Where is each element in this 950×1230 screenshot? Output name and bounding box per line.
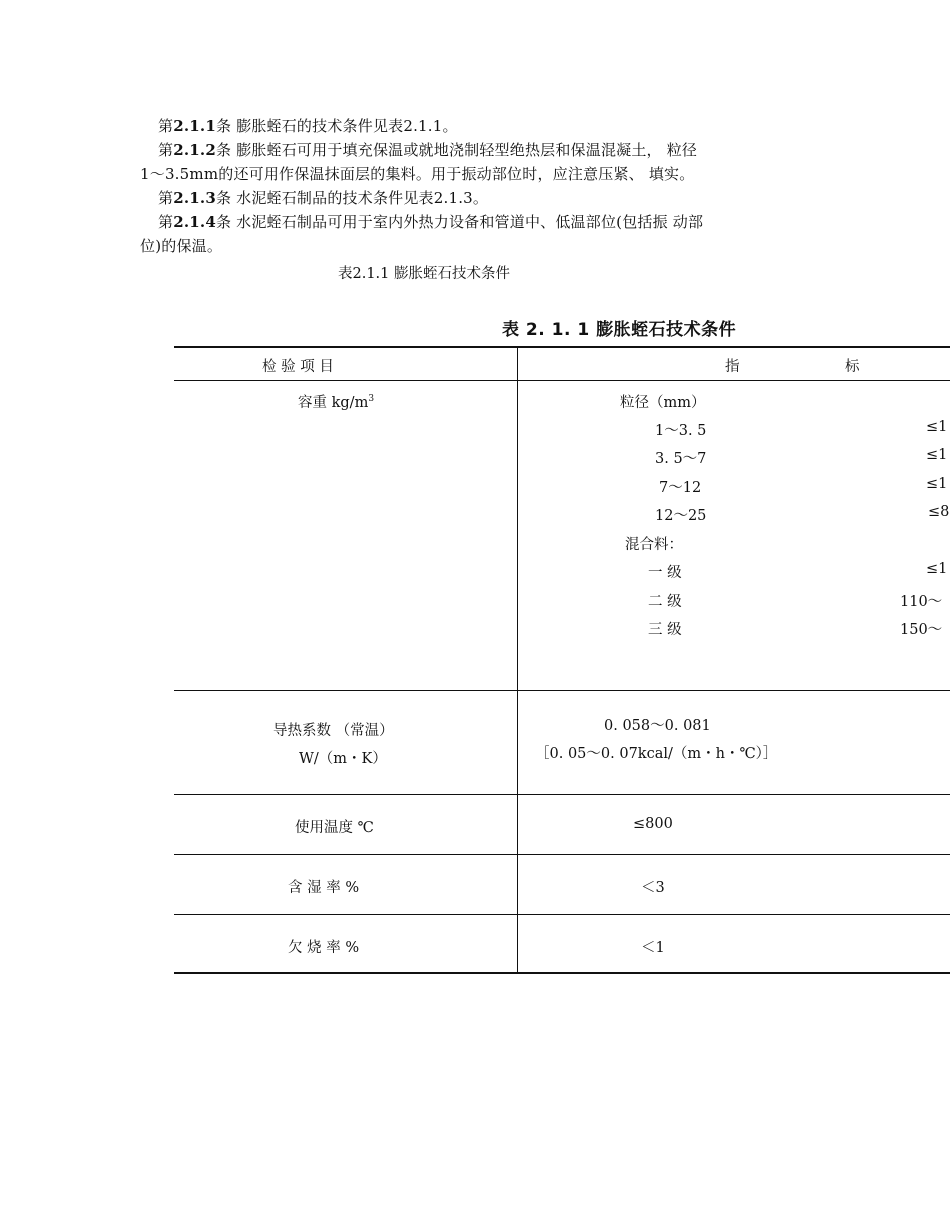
table-caption: 表2.1.1 膨胀蛭石技术条件 [338, 266, 511, 282]
moisture-label: 含 湿 率 % [288, 880, 360, 896]
table-top-rule [174, 346, 950, 348]
header-index-b: 标 [845, 359, 860, 375]
clause-text: 条 膨胀蛭石的技术条件见表2.1.1。 [215, 117, 458, 135]
paragraph-2-1-2-continued [140, 164, 694, 184]
mixture-value: 150～ [900, 622, 943, 638]
clause-prefix: 第 [158, 141, 174, 159]
clause-number: 2.1.2 [173, 141, 216, 159]
temperature-label: 使用温度 ℃ [295, 820, 374, 836]
clause-prefix: 第 [158, 213, 174, 231]
conductivity-value-kcal: ［0. 05～0. 07kcal/（m・h・℃）］ [535, 746, 778, 762]
clause-text: 条 水泥蛭石制品的技术条件见表2.1.3。 [215, 189, 489, 207]
grain-size: 3. 5～7 [655, 451, 707, 467]
grain-value: ≤8 [928, 504, 950, 520]
grain-size: 1～3. 5 [655, 423, 707, 439]
conductivity-label: 导热系数 （常温） [273, 723, 394, 739]
clause-text: 1～3.5mm的还可用作保温抹面层的集料。用于振动部位时，应注意压紧、 填实。 [140, 165, 695, 183]
clause-number: 2.1.3 [173, 189, 216, 207]
underburn-value: ＜1 [641, 940, 665, 956]
row-divider [174, 914, 950, 915]
clause-text: 位)的保温。 [140, 237, 223, 255]
clause-prefix: 第 [158, 117, 174, 135]
mixture-grade: 一 级 [648, 565, 682, 581]
paragraph-2-1-1 [158, 116, 458, 136]
clause-prefix: 第 [158, 189, 174, 207]
row-divider [174, 854, 950, 855]
header-divider [174, 380, 950, 381]
moisture-value: ＜3 [641, 880, 665, 896]
mixture-value: 110～ [900, 594, 943, 610]
density-label [298, 391, 374, 412]
header-item: 检 验 项 目 [262, 359, 334, 375]
grain-size: 12～25 [655, 508, 707, 524]
grain-value: ≤1 [926, 476, 948, 492]
table-title: 表 2. 1. 1 膨胀蛭石技术条件 [502, 320, 737, 340]
clause-number: 2.1.4 [173, 213, 216, 231]
mixture-grade: 二 级 [648, 594, 682, 610]
mixture-grade: 三 级 [648, 622, 682, 638]
paragraph-2-1-4-continued [140, 236, 222, 256]
clause-number: 2.1.1 [173, 117, 216, 135]
mixture-heading: 混合料： [625, 537, 683, 553]
header-index-a: 指 [725, 359, 740, 375]
underburn-label: 欠 烧 率 % [288, 940, 360, 956]
paragraph-2-1-4 [158, 212, 703, 232]
conductivity-value: 0. 058～0. 081 [604, 718, 711, 734]
grain-value: ≤1 [926, 447, 948, 463]
grain-value: ≤1 [926, 419, 948, 435]
grain-size-heading: 粒径（mm） [620, 395, 706, 411]
conductivity-unit: W/（m・K） [299, 751, 387, 767]
density-label-superscript: 3 [368, 394, 375, 405]
temperature-value: ≤800 [633, 816, 673, 832]
mixture-value: ≤1 [926, 561, 948, 577]
density-label-text: 容重 kg/m [298, 395, 369, 411]
row-divider [174, 794, 950, 795]
paragraph-2-1-3 [158, 188, 488, 208]
clause-text: 条 水泥蛭石制品可用于室内外热力设备和管道中、低温部位(包括振 动部 [215, 213, 704, 231]
clause-text: 条 膨胀蛭石可用于填充保温或就地浇制轻型绝热层和保温混凝土， 粒径 [215, 141, 698, 159]
column-divider [517, 347, 518, 974]
paragraph-2-1-2 [158, 140, 697, 160]
grain-size: 7～12 [659, 480, 702, 496]
table-bottom-rule [174, 972, 950, 974]
row-divider [174, 690, 950, 691]
